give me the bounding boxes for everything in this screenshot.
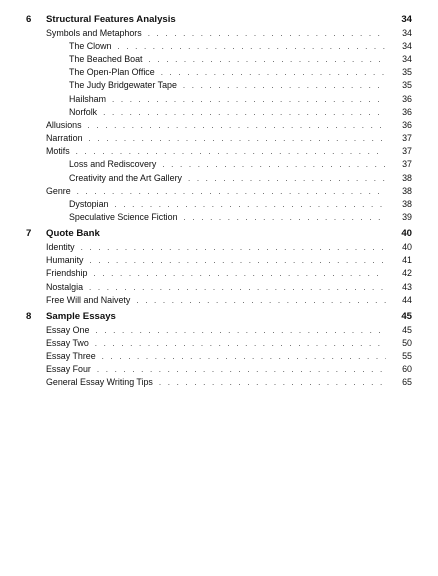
dot-leader	[90, 256, 387, 265]
entry-page-number: 43	[402, 281, 412, 292]
chapter-heading[interactable]	[26, 228, 412, 242]
entry-page-number: 36	[402, 93, 412, 104]
entry-title: Norfolk	[69, 106, 98, 117]
chapter-title: Quote Bank	[46, 228, 100, 240]
toc-subentry[interactable]	[26, 159, 412, 172]
entry-page-number: 41	[402, 255, 412, 266]
toc-entry[interactable]	[26, 133, 412, 146]
dot-leader	[95, 339, 386, 348]
dot-leader	[114, 200, 386, 209]
chapter-title: Structural Features Analysis	[46, 14, 176, 25]
entry-title: The Open-Plan Office	[69, 67, 155, 78]
dot-leader	[95, 326, 386, 335]
entry-page-number: 38	[402, 172, 412, 183]
entry-title: The Judy Bridgewater Tape	[69, 80, 177, 91]
dot-leader	[161, 68, 386, 77]
toc-entry[interactable]	[26, 242, 412, 255]
entry-title: Essay Four	[46, 364, 91, 375]
dot-leader	[117, 42, 386, 51]
toc-entry[interactable]	[26, 255, 412, 268]
toc-subentry[interactable]	[26, 107, 412, 120]
toc-subentry[interactable]	[26, 199, 412, 212]
toc-subentry[interactable]	[26, 173, 412, 186]
entry-title: Free Will and Naivety	[46, 294, 131, 305]
toc-entry[interactable]	[26, 377, 412, 390]
entry-page-number: 36	[402, 119, 412, 130]
chapter-entries	[26, 325, 412, 391]
entry-page-number: 38	[402, 199, 412, 210]
dot-leader	[88, 121, 386, 130]
toc-entry[interactable]	[26, 282, 412, 295]
dot-leader	[76, 147, 386, 156]
entry-title: Essay Three	[46, 350, 96, 361]
dot-leader	[149, 55, 386, 64]
chapter-number: 7	[26, 228, 32, 240]
chapter-number: 8	[26, 310, 32, 322]
entry-page-number: 44	[402, 294, 412, 305]
entry-title: General Essay Writing Tips	[46, 377, 153, 388]
entry-page-number: 45	[402, 324, 412, 335]
chapter-heading[interactable]	[26, 311, 412, 325]
entry-page-number: 37	[402, 159, 412, 170]
entry-title: The Clown	[69, 40, 112, 51]
table-of-contents	[26, 14, 412, 390]
toc-entry[interactable]	[26, 351, 412, 364]
dot-leader	[148, 29, 386, 38]
dot-leader	[103, 108, 386, 117]
entry-page-number: 55	[402, 350, 412, 361]
dot-leader	[81, 243, 386, 252]
dot-leader	[184, 213, 386, 222]
entry-title: The Beached Boat	[69, 53, 143, 64]
toc-entry[interactable]	[26, 338, 412, 351]
toc-subentry[interactable]	[26, 80, 412, 93]
chapter-heading[interactable]	[26, 14, 412, 28]
dot-leader	[97, 365, 386, 374]
entry-page-number: 40	[402, 242, 412, 252]
chapter-number: 6	[26, 14, 32, 25]
entry-page-number: 50	[402, 337, 412, 348]
entry-title: Dystopian	[69, 199, 109, 210]
entry-title: Allusions	[46, 119, 82, 130]
toc-subentry[interactable]	[26, 212, 412, 225]
entry-title: Motifs	[46, 146, 70, 157]
entry-title: Narration	[46, 133, 83, 144]
dot-leader	[162, 160, 386, 169]
entry-title: Essay Two	[46, 337, 89, 348]
chapter-page-number: 34	[401, 14, 412, 25]
toc-subentry[interactable]	[26, 67, 412, 80]
toc-entry[interactable]	[26, 186, 412, 199]
entry-page-number: 34	[402, 53, 412, 64]
entry-title: Speculative Science Fiction	[69, 212, 178, 223]
chapter-page-number: 45	[401, 310, 412, 322]
toc-entry[interactable]	[26, 120, 412, 133]
entry-title: Symbols and Metaphors	[46, 27, 142, 38]
entry-title: Nostalgia	[46, 281, 83, 292]
entry-page-number: 34	[402, 40, 412, 51]
entry-page-number: 65	[402, 377, 412, 388]
entry-title: Humanity	[46, 255, 84, 266]
entry-title: Loss and Rediscovery	[69, 159, 157, 170]
entry-page-number: 35	[402, 80, 412, 91]
toc-entry[interactable]	[26, 146, 412, 159]
entry-page-number: 36	[402, 106, 412, 117]
entry-title: Identity	[46, 242, 75, 252]
chapter-entries	[26, 242, 412, 308]
dot-leader	[159, 378, 386, 387]
entry-page-number: 42	[402, 268, 412, 279]
entry-title: Friendship	[46, 268, 88, 279]
toc-entry[interactable]	[26, 28, 412, 41]
entry-title: Genre	[46, 185, 71, 196]
chapter-title: Sample Essays	[46, 310, 116, 322]
entry-title: Hailsham	[69, 93, 106, 104]
toc-entry[interactable]	[26, 364, 412, 377]
entry-page-number: 34	[402, 27, 412, 38]
dot-leader	[102, 352, 386, 361]
entry-page-number: 39	[402, 212, 412, 223]
toc-entry[interactable]	[26, 268, 412, 281]
entry-title: Creativity and the Art Gallery	[69, 172, 182, 183]
chapter-page-number: 40	[401, 228, 412, 240]
dot-leader	[188, 174, 386, 183]
toc-subentry[interactable]	[26, 41, 412, 54]
entry-title: Essay One	[46, 324, 90, 335]
toc-entry[interactable]	[26, 325, 412, 338]
entry-page-number: 38	[402, 185, 412, 196]
entry-page-number: 37	[402, 133, 412, 144]
toc-subentry[interactable]	[26, 94, 412, 107]
dot-leader	[89, 134, 386, 143]
chapter-entries	[26, 28, 412, 226]
dot-leader	[112, 95, 386, 104]
entry-page-number: 60	[402, 364, 412, 375]
entry-page-number: 37	[402, 146, 412, 157]
dot-leader	[183, 81, 386, 90]
dot-leader	[93, 269, 386, 278]
dot-leader	[77, 187, 386, 196]
toc-subentry[interactable]	[26, 54, 412, 67]
dot-leader	[136, 296, 386, 305]
toc-entry[interactable]	[26, 295, 412, 308]
dot-leader	[89, 283, 386, 292]
entry-page-number: 35	[402, 67, 412, 78]
